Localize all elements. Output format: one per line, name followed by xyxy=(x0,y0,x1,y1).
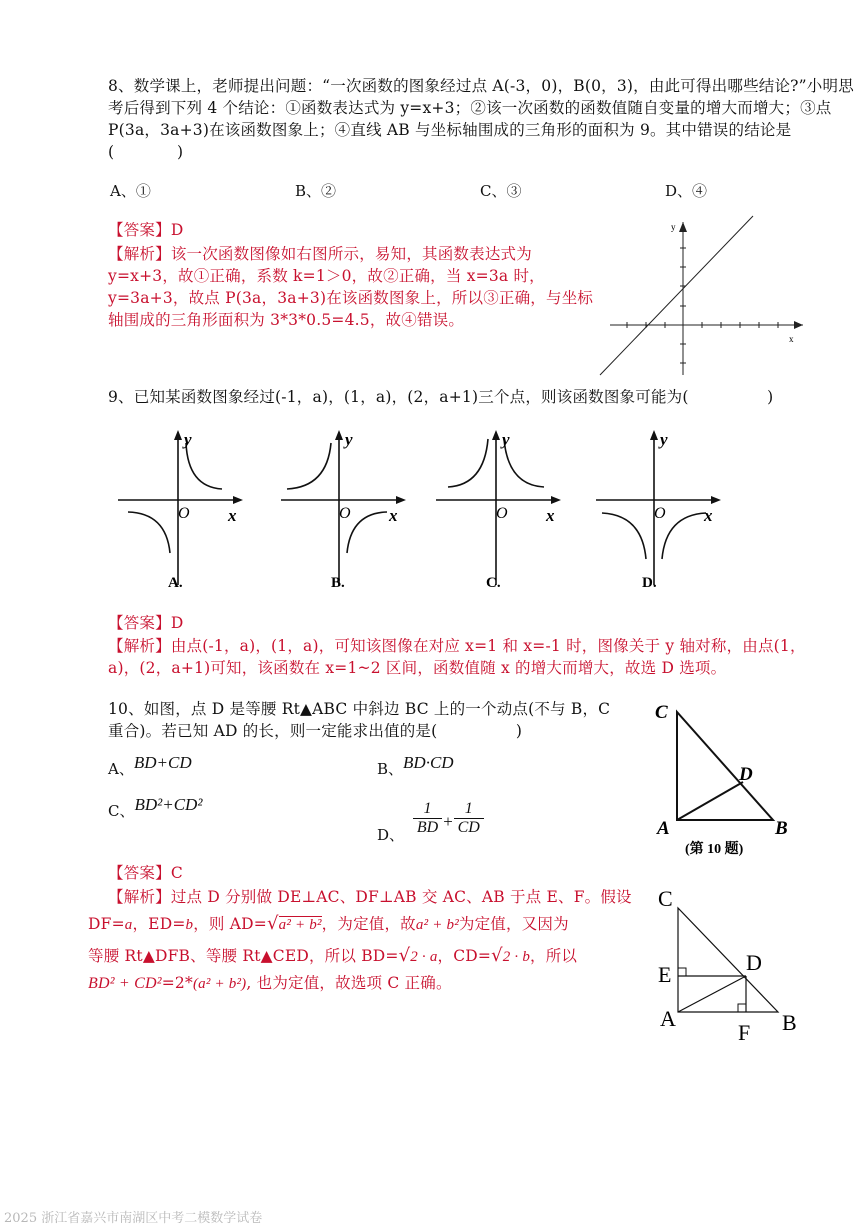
q10-option-a: A、BD+CD xyxy=(108,753,192,778)
x-label: x xyxy=(546,506,555,525)
curve-right xyxy=(347,512,387,553)
y-label: y xyxy=(502,430,510,449)
q8-answer: 【答案】D xyxy=(108,221,184,239)
curve-right xyxy=(504,439,544,487)
x-label: x xyxy=(389,506,398,525)
curve-right xyxy=(186,443,222,489)
vertex-c-label: C xyxy=(655,702,668,723)
q10-stem: 10、如图，点 D 是等腰 Rt▲ABC 中斜边 BC 上的一个动点(不与 B，C 重合)。若已知 AD 的长，则一定能求出值的是( ) xyxy=(108,700,611,740)
vertex-a-label: A xyxy=(657,818,670,839)
curve-left xyxy=(128,512,170,553)
x-label: x xyxy=(228,506,237,525)
q10-analysis-line2: DF=a，ED=b，则 AD=√a² + b²，为定值，故a² + b²为定值，又因为 xyxy=(88,913,569,934)
q10-analysis-figure xyxy=(650,880,810,1050)
curve-left xyxy=(602,513,646,559)
q9-analysis: 【解析】由点(-1，a)，(1，a)，可知该图像在对应 x=1 和 x=-1 时，图像关于 y 轴对称，由点(1，a)，(2，a+1)可知，该函数在 x=1~2 区间，函数值随 x 的增大而增大，故选 D 选项。 xyxy=(108,637,806,677)
segment-ad xyxy=(677,782,743,820)
segment-ad xyxy=(678,976,746,1012)
point-f-label: F xyxy=(738,1020,751,1045)
q9-answer: 【答案】D xyxy=(108,614,184,632)
curve-left xyxy=(448,439,488,487)
q10-option-b: B、BD·CD xyxy=(377,753,454,778)
y-label: y xyxy=(345,430,353,449)
point-e-label: E xyxy=(658,962,672,987)
x-label: x xyxy=(704,506,713,525)
vertex-c-label: C xyxy=(658,886,673,911)
vertex-b-label: B xyxy=(782,1010,797,1035)
q10-analysis-line1: 【解析】过点 D 分别做 DE⊥AC、DF⊥AB 交 AC、AB 于点 E、F。假设 xyxy=(108,888,632,906)
q8-line-graph xyxy=(598,210,810,378)
y-label: y xyxy=(184,430,192,449)
q8-option-d: D、④ xyxy=(665,182,708,200)
q10-analysis-line3: 等腰 Rt▲DFB、等腰 Rt▲CED，所以 BD=√2 · a，CD=√2 · b，所以 xyxy=(88,945,578,966)
x-axis-label: x xyxy=(789,334,794,344)
point-d-label: D xyxy=(746,950,762,975)
y-axis-label: y xyxy=(671,222,676,232)
q8-option-b: B、② xyxy=(295,182,337,200)
q8-stem: 8、数学课上，老师提出问题：“一次函数的图象经过点 A(-3，0)，B(0，3)，由此可得出哪些结论?”小明思考后得到下列 4 个结论：①函数表达式为 y=x+3；②该一次函数的函数值随自变量的增大而增大；③点 P(3a，3a+3)在该函数图象上；④直线 AB 与坐标轴围成的三角形的面积为 9。其中错误的结论是( ) xyxy=(108,77,854,161)
q10-analysis-line4: BD² + CD²=2*(a² + b²), 也为定值，故选项 C 正确。 xyxy=(88,974,452,992)
origin-label: O xyxy=(178,505,190,522)
graph-label: B. xyxy=(331,575,345,591)
curve-right xyxy=(662,513,706,559)
q10-triangle-figure xyxy=(645,690,805,862)
q8-option-c: C、③ xyxy=(480,182,522,200)
q10-answer: 【答案】C xyxy=(108,864,183,882)
q9-graph-c xyxy=(430,425,570,595)
graph-label: C. xyxy=(486,575,501,591)
curve-left xyxy=(287,443,331,489)
point-d-label: D xyxy=(739,764,753,785)
q8-analysis: 【解析】该一次函数图像如右图所示，易知，其函数表达式为 y=x+3，故①正确，系数 k=1＞0，故②正确，当 x=3a 时，y=3a+3，故点 P(3a，3a+3)在该函数图象上，所以③正确，与坐标轴围成的三角形面积为 3*3*0.5=4.5，故④错误。 xyxy=(108,245,594,329)
origin-label: O xyxy=(496,505,508,522)
vertex-a-label: A xyxy=(660,1006,676,1031)
vertex-b-label: B xyxy=(775,818,788,839)
q10-option-c: C、BD²+CD² xyxy=(108,795,203,820)
page-footer: 2025 浙江省嘉兴市南湖区中考二模数学试卷 xyxy=(4,1211,263,1226)
origin-label: O xyxy=(339,505,351,522)
y-label: y xyxy=(660,430,668,449)
graph-label: D. xyxy=(642,575,657,591)
graph-label: A. xyxy=(168,575,183,591)
function-line xyxy=(600,216,753,375)
figure-caption: (第 10 题) xyxy=(685,842,744,857)
q9-graph-b xyxy=(275,425,415,595)
q9-graph-a xyxy=(112,425,252,595)
q10-option-d: D、 $\frac{1}{BD}$ + $\frac{1}{CD}$ xyxy=(377,800,484,850)
q8-option-a: A、① xyxy=(110,182,151,200)
q9-graph-d xyxy=(590,425,730,595)
q9-stem: 9、已知某函数图象经过(-1，a)，(1，a)，(2，a+1)三个点，则该函数图象可能为( ) xyxy=(108,388,774,406)
origin-label: O xyxy=(654,505,666,522)
